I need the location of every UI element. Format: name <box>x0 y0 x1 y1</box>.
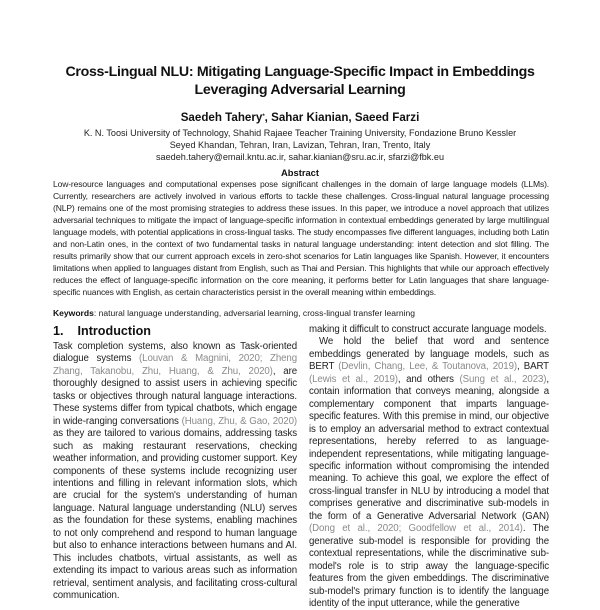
intro-paragraph-continued: making it difficult to construct accurate language models. <box>309 324 547 335</box>
text-run: , are thoroughly designed to assist users in achieving specific tasks or objectives through natural language interactions. These systems differ from typical chatbots, which engage in wide-ranging conversations <box>53 365 298 427</box>
intro-paragraph-1 <box>53 341 297 603</box>
citation-link[interactable]: (Sung et al., 2023) <box>459 373 547 385</box>
corresponding-author-mark: * <box>262 114 265 120</box>
text-run: , BART <box>517 361 550 373</box>
text-run: , contain information that conveys meaning, alongside a complementary component that imparts language-specific features. With this premise in mind, our objective is to employ an adversarial method to extract contextual representations, hereby referred to as language-independent representations, while mitigating language-specific information without compromising the intended meaning. To achieve this goal, we explore the effect of cross-lingual transfer in NLU by introducing a model that comprises generative and discriminative sub-models in the form of a Generative Adversarial Network (GAN) <box>309 373 549 522</box>
citation-link[interactable]: (Dong et al., 2020; Goodfellow et al., 2014) <box>309 523 523 535</box>
section-title: Introduction <box>77 324 151 338</box>
keywords <box>53 307 549 319</box>
citation-link[interactable]: (Huang, Zhu, & Gao, 2020) <box>181 415 297 427</box>
body-column-left <box>53 341 297 603</box>
affiliations <box>30 127 570 163</box>
citation-link[interactable]: (Devlin, Chang, Lee, & Toutanova, 2019) <box>338 361 517 373</box>
affiliation-locations: Seyed Khandan, Tehran, Iran, Lavizan, Tehran, Iran, Trento, Italy <box>169 140 431 150</box>
text-run: . The generative sub-model is responsible for providing the contextual representations, while the discriminative sub-model's role is to strip away the language-specific features from the given embeddings. The discriminative sub-model's primary function is to identify the language identity of the input utterance, while the generative <box>309 523 549 609</box>
intro-paragraph-2 <box>309 336 549 610</box>
title-line-1: Cross-Lingual NLU: Mitigating Language-Specific Impact in Embeddings <box>65 64 535 80</box>
keywords-list: : natural language understanding, adversarial learning, cross-lingual transfer learning <box>93 308 416 318</box>
affiliation-emails: saedeh.tahery@email.kntu.ac.ir, sahar.kianian@sru.ac.ir, sfarzi@fbk.eu <box>155 152 444 162</box>
keywords-label: Keywords <box>53 308 94 318</box>
title-line-2: Leveraging Adversarial Learning <box>194 82 406 98</box>
text-run: Task completion systems, also known as Task-oriented dialogue systems <box>53 341 297 365</box>
paper-title <box>40 63 560 99</box>
body-column-right <box>309 324 549 610</box>
other-authors: , Sahar Kianian, Saeed Farzi <box>264 111 420 124</box>
abstract-text: Low-resource languages and computational expenses pose significant challenges in the domain of large language models (LLMs). Currently, researchers are actively involved in various efforts to tackle these challenges. Cross-lingual natural language processing (NLP) remains one of the most promising strategies to address these issues. In this paper, we introduce a novel approach that utilizes adversarial techniques to mitigate the impact of language-specific information in contextual embeddings generated by large multilingual language models, with potential applications in cross-lingual tasks. The study encompasses five different languages, including both Latin and non-Latin ones, in the context of two fundamental tasks in natural language understanding: intent detection and slot filling. The results primarily show that our current approach excels in zero-shot scenarios for Latin languages like Spanish. However, it encounters limitations when applied to languages distant from English, such as Thai and Persian. This highlights that while our approach effectively reduces the effect of language-specific information on the core meaning, it performs better for Latin languages that share language-specific nuances with English, as certain characteristics persist in the overall meaning within embeddings. <box>53 179 549 298</box>
citation-link[interactable]: (Louvan & Magnini, 2020; Zheng Zhang, Takanobu, Zhu, Huang, & Zhu, 2020) <box>53 353 297 377</box>
author-list <box>40 111 560 125</box>
text-run: as they are tailored to various domains, addressing tasks such as making restaurant reservations, checking weather information, and providing customer support. Key components of these systems include recognizing user intentions and filling in relevant information slots, which are crucial for the system's understanding of human language. Natural language understanding (NLU) serves as the foundation for these systems, enabling machines to not only comprehend and respond to human language but also to enhance interactions between humans and AI. This includes chatbots, virtual assistants, as well as extending its impact to various areas such as information retrieval, sentiment analysis, and facilitating cross-cultural communication. <box>53 428 297 602</box>
citation-link[interactable]: (Lewis et al., 2019) <box>309 373 398 385</box>
author-1: Saedeh Tahery <box>180 111 263 124</box>
section-number: 1. <box>53 324 64 338</box>
section-heading-introduction <box>53 324 151 338</box>
text-run: We hold the belief that word and sentence embeddings generated by language models, such as BERT <box>309 336 549 373</box>
affiliation-institutions: K. N. Toosi University of Technology, Shahid Rajaee Teacher Training University, Fondazione Bruno Kessler <box>83 128 517 138</box>
text-run: , and others <box>397 373 460 385</box>
abstract-heading: Abstract <box>280 167 320 178</box>
